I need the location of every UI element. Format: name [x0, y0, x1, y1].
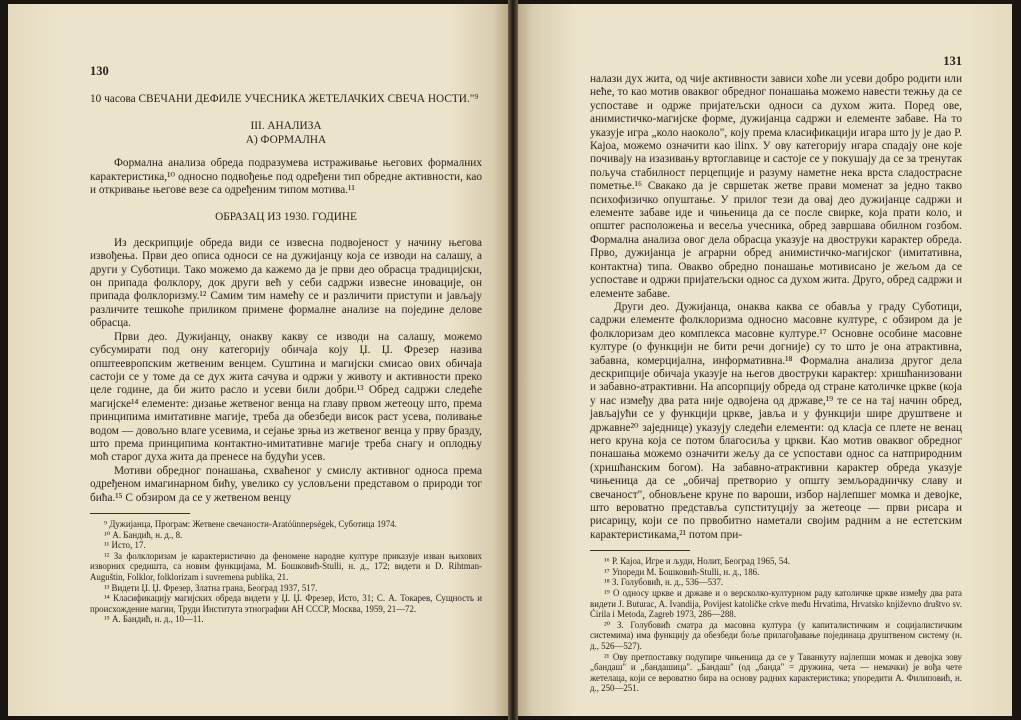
footnote: ²⁰ З. Голубовић сматра да масовна култура (у капиталистичким и социјалистичким системима) има функцију да обезбеди боље прилагођавање појединаца друштвеном систему (н. д., 526—527).: [590, 619, 962, 651]
footnote: ¹¹ Исто, 17.: [104, 540, 146, 551]
footnote: ¹² За фолклоризам је карактеристично да феномене народне културе приказује изван њихових изворних средишта, са новим функцијама, М. Бошковић-Stulli, н. д., 172; видети и D. Rihtman-Auguštin, Folklor, folklorizam i suvremena publika, 21.: [90, 550, 482, 582]
paragraph: Први део. Дужијанцу, онакву какву се изводи на салашу, можемо субсумирати под ону категорију обичаја коју Џ. Џ. Фрезер назива општеевропским жетвеним венцем. Суштина и магијски смисао ових обичаја састоји се у томе да се дух жита сачува и одржи у животу и активности преко целе године, да би жито расло и усеви били добри.¹³ Обред садржи следеће магијске¹⁴ елементе: дизање жетвеног венца на главу првом жетеоцу што, према принципима имитативне магије, треба да обезбеди висок раст усева, поливање водом — довољно влаге усевима, и сејање зрња из жетвеног венца у прву бразду, што према принципима контактно-имитативне магије треба снагу и оплодњу моћ старог духа жита да пренесе на будући усев.: [90, 330, 482, 464]
example-heading: ОБРАЗАЦ ИЗ 1930. ГОДИНЕ: [215, 211, 357, 224]
footnote: ¹⁷ Упореди М. Бошковић-Stulli, н. д., 186.: [604, 566, 760, 577]
paragraph: Други део. Дужијанца, онаква каква се обавља у граду Суботици, садржи елементе фолклоризма односно масовне културе, с обзиром да је фолклоризам део комплекса масовне културе.¹⁷ Основне особине масовне културе (о функцији не бити речи догније) су то што је она атрактивна, забавна, комерцијална, информативна.¹⁸ Формална анализа другог дела дескрипције обичаја указује на његов двоструки карактер: хришћанизовани и забавно-атрактивни. На апсорпцију обреда од стране католичке цркве (која у нас између два рата није одвојена од државе,¹⁹ те се на тај начин обред, јављајући се у функцији цркве, јавља и у функцији шире друштвене и државне²⁰ заједнице) указују следећи елементи: од класја се плете не венац него круна која се потом благосиља у цркви. Као мотив оваквог обредног понашања можемо означити жељу да се успостави однос са натприродним (хришћанским богом). На забавно-атрактивни карактер обреда указује чињеница да се „обичај претворио у општу земљорадничку славу и свечаност", обновљене круне по вароши, избор најлепшег момка и девојке, што вероватно представља супституцију за жетеоце — први рисара и рисарицу, који се по првобитно наметали својим радним а не естетским карактеристикама,²¹ потом при-: [590, 300, 962, 541]
footnote-rule: [90, 513, 190, 514]
page-number: 130: [90, 64, 109, 78]
left-page: [8, 4, 508, 716]
footnote: ¹³ Видети Џ. Џ. Фрезер, Златна грана, Београд 1937, 517.: [104, 582, 318, 593]
footnote: ¹⁸ З. Голубовић, н. д., 536—537.: [604, 577, 724, 588]
lead-text: 10 часова СВЕЧАНИ ДЕФИЛЕ УЧЕСНИКА ЖЕТЕЛАЧКИХ СВЕЧА НОСТИ."⁹: [90, 93, 479, 105]
paragraph: Мотиви обредног понашања, схваћеног у смислу активног односа према одређеном имагинарном бићу, увелико су условљени представом о природи тог бића.¹⁵ С обзиром да се у жетвеном венцу: [90, 464, 482, 504]
footnote: ¹⁶ Р. Кајоа, Игре и људи, Нолит, Београд 1965, 54.: [604, 556, 790, 567]
footnote: ¹⁵ А. Бандић, н. д., 10—11.: [104, 614, 204, 625]
footnote: ¹⁰ А. Бандић, н. д., 8.: [104, 529, 183, 540]
footnote: ²¹ Ову претпоставку подупире чињеница да се у Таванкуту најлепши момак и девојка зову „бандаш" и „бандашица". „Бандаш" (од „банда" = дружина, чета — немачки) је вођа чете жетелаца, који се вероватно бира на основу радних карактеристика; упоредити А. Филиповић, н. д., 250—251.: [590, 651, 962, 694]
footnote-rule: [590, 550, 690, 551]
paragraph: Из дескрипције обреда види се извесна подвојеност у начину његова извођења. Први део описа односи се на дужијанцу која се изводи на салашу, а други у Суботици. Тако можемо да кажемо да је први део обрасца традицијски, он припада фолклору, док други већ у себи садржи извесне иновације, он припада фолклоризму.¹² Самим тим намећу се и различити приступи и јављају различите тешкоће приликом примене формалне анализе на поједине делове обрасца.: [90, 236, 482, 330]
paragraph: Формална анализа обреда подразумева истраживање његових формалних карактеристика,¹⁰ односно подвођење под одређени тип обредне активности, као и откривање његове везе са одређеним типом мотива.¹¹: [90, 157, 482, 197]
footnote: ¹⁹ О односу цркве и државе и о версколко-културном раду католичке цркве између два рата видети J. Buturac, A. Ivandija, Povijest katoličke crkve među Hrvatima, Hrvatsko književno društvo sv. Ćirila i Metoda, Zagreb 1973, 286—288.: [590, 588, 962, 620]
footnote: ⁹ Дужијанца, Програм: Жетвене свечаности-Aratóünnepségek, Суботица 1974.: [104, 518, 397, 529]
footnote: ¹⁴ Класификацију магијских обреда видети у Џ. Џ. Фрезер, Исто, 31; С. А. Токарев, Сущность и происхождение магии, Труди Института этнографии АН СССР, Москва, 1959, 21—72.: [90, 593, 482, 614]
paragraph: налази дух жита, од чије активности зависи хоће ли усеви добро родити или неће, то као мотив оваквог обредног понашања можемо навести тежњу да се успоставе и одрже пријатељски односи са духом жита. Поред ове, анимистичко-магијске форме, дужијанца садржи и елементе забаве. На то указује игра „коло наоколо", коју према класификацији игара што ју је дао Р. Кајоа, можемо означити као ilinx. У ову категорију игара спадају оне које почивају на изазивању вртоглавице и састоје се у покушају да се за тренутак поључа стабилност перцепције и разуму наметне нека врста сладострасне пометње.¹⁶ Свакако да је свршетак жетве прави моменат за једно такво психофизичко опуштање. У прилог тези да овај део дужијанце садржи и елементе забаве иде и чињеница да се после свирке, која прати коло, и општег расположења и весеља учесника, обред завршава обилном гозбом. Формална анализа овог дела обрасца указује на двоструки карактер обреда. Прво, дужијанца је аграрни обред анимистичко-магијског (имитативна, контактна) типа. Овакво обредно понашање мотивисано је жељом да се успоставе и одржи пријатељски однос са духом жита. Друго, обред садржи и елементе забаве.: [590, 73, 962, 300]
section-heading: III. АНАЛИЗА: [250, 120, 322, 133]
book-gutter: [508, 0, 518, 720]
page-number: 131: [943, 54, 962, 68]
right-page: [518, 4, 1012, 716]
subsection-heading: А) ФОРМАЛНА: [245, 133, 327, 146]
